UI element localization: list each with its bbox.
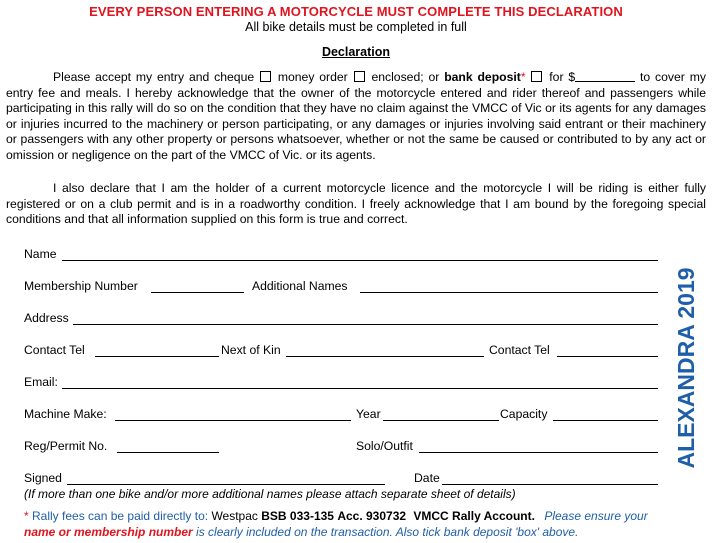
additional-sheet-note: (If more than one bike and/or more additional names please attach separate sheet of details) [24,487,516,501]
name-or-membership-text: name or membership number [24,525,193,539]
bank-name: Westpac [211,509,258,523]
payment-star: * [24,509,29,523]
additional-names-field[interactable] [360,292,658,293]
p2-text: I also declare that I am the holder of a current motorcycle licence and the motorcycle I will be riding is either fully registered or on a club permit and is in a roadworthy condition. I freely acknowledge that I am bound by the foregoing special conditions and that all information supplied on this form is true and correct. [6,181,706,227]
address-field[interactable] [73,324,658,325]
declaration-paragraph-2 [6,181,706,228]
contact-tel-2-field[interactable] [557,356,658,357]
subtitle: All bike details must be completed in full [245,20,467,34]
email-field[interactable] [62,388,658,389]
p1-text-c: enclosed; or [371,70,440,84]
machine-make-label: Machine Make: [24,407,107,421]
reg-permit-field[interactable] [117,452,219,453]
payment-line-2 [24,525,578,539]
contact-tel-field[interactable] [95,356,219,357]
year-field[interactable] [383,420,499,421]
p1-text-e: to cover my entry fee and meals. I hereby acknowledge that the owner of the motorcycle entered and rider thereof and passengers while participating in this rally will do so on the condition that they have no claim against the VMCC of Vic or its agents for any damages or injuries incurred to the machinery or person participating, or any damages or injuries involving said entrant or their machinery or passengers with any other property or persons whatsoever, whether or not the same be caused or contributed to by any act or omission or negligence on the part of the VMCC of Vic. or its agents. [6,70,706,162]
solo-outfit-label: Solo/Outfit [356,439,413,453]
payment-tail: is clearly included on the transaction. Also tick bank deposit 'box' above. [192,525,579,539]
payment-line-1: * Rally fees can be paid directly to: Westpac BSB 033-135 Acc. 930732 VMCC Rally Account. Please ensure your [24,509,648,523]
declaration-warning: EVERY PERSON ENTERING A MOTORCYCLE MUST COMPLETE THIS DECLARATION [89,4,623,19]
solo-outfit-field[interactable] [419,452,658,453]
machine-make-field[interactable] [115,420,351,421]
date-label: Date [414,471,440,485]
next-of-kin-label: Next of Kin [221,343,281,357]
bank-deposit-checkbox[interactable] [531,71,542,82]
signed-label: Signed [24,471,62,485]
bsb-number: BSB 033-135 [261,509,334,523]
bank-deposit-star: * [520,70,526,84]
payment-intro: Rally fees can be paid directly to: [28,509,212,523]
declaration-title: Declaration [321,45,391,59]
bank-deposit-label: bank deposit [444,70,521,84]
side-banner-text: ALEXANDRA 2019 [673,267,699,469]
year-label: Year [356,407,381,421]
contact-tel-2-label: Contact Tel [489,343,550,357]
p1-text-a: Please accept my entry and cheque [53,70,255,84]
date-field[interactable] [442,484,658,485]
p1-text-b: money order [277,70,348,84]
reg-permit-label: Reg/Permit No. [24,439,108,453]
name-label: Name [24,247,57,261]
account-number: Acc. 930732 [337,509,407,523]
membership-number-field[interactable] [151,292,244,293]
capacity-label: Capacity [500,407,548,421]
email-label: Email: [24,375,58,389]
additional-names-label: Additional Names [252,279,348,293]
declaration-paragraph-1 [6,70,706,164]
contact-tel-label: Contact Tel [24,343,85,357]
cheque-checkbox[interactable] [260,71,271,82]
address-label: Address [24,311,69,325]
p1-text-d: for $ [549,70,576,84]
next-of-kin-field[interactable] [286,356,484,357]
side-banner [666,262,706,474]
money-order-checkbox[interactable] [354,71,365,82]
amount-field[interactable] [575,70,635,82]
capacity-field[interactable] [553,420,658,421]
account-name: VMCC Rally Account [413,509,532,523]
ensure-text: Please ensure your [544,509,648,523]
membership-number-label: Membership Number [24,279,138,293]
name-field[interactable] [62,260,658,261]
signature-field[interactable] [67,484,385,485]
